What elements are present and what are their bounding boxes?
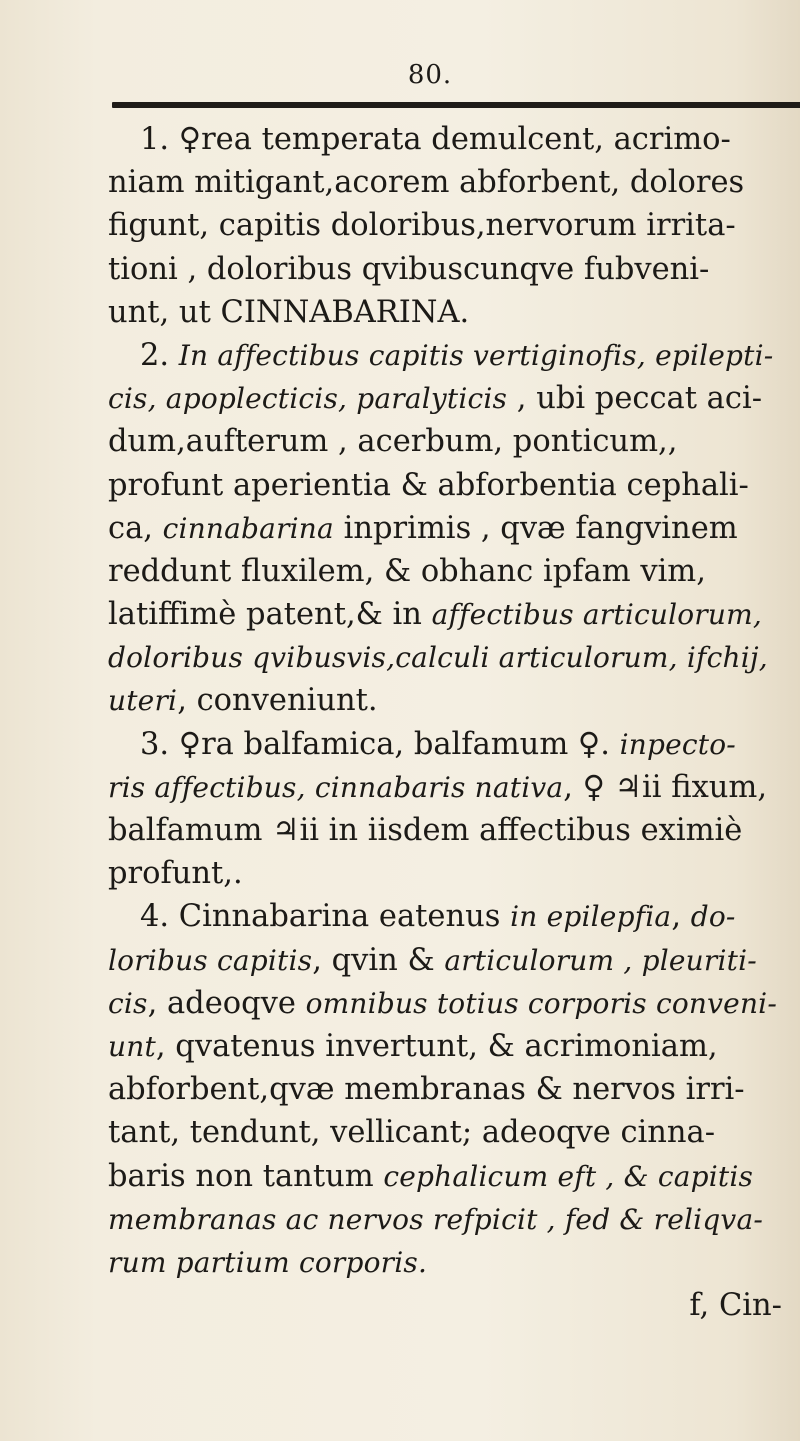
roman-text: balfamum ♃ii in iisdem affectibus eximiè [108,813,743,848]
text-line [108,766,788,809]
roman-text: reddunt fluxilem, & obhanc ipfam vim, [108,553,706,589]
text-line [108,464,788,507]
italic-text: cis [108,986,148,1020]
italic-text: in epilepfia [510,900,672,934]
italic-text: cis, apoplecticis, paralyticis [108,382,508,416]
roman-text: dum,aufterum , acerbum, ponticum,, [108,424,678,460]
text-line [108,1155,788,1198]
header-rule [112,102,800,108]
text-line [108,507,788,550]
text-line [108,679,788,722]
roman-text: 3. ♀ra balfamica, balfamum ♀. [140,726,620,762]
italic-text: unt [108,1029,156,1063]
text-line [108,982,788,1025]
roman-text: profunt,. [108,856,243,892]
text-line [108,334,788,377]
italic-text: doloribus qvibusvis,calculi articulorum, ifchij, [108,641,768,675]
roman-text: , ubi peccat aci- [507,381,763,417]
roman-text: inprimis , qvæ fangvinem [333,510,738,546]
text-line [108,1068,788,1111]
text-line [108,204,788,247]
italic-text: cinnabarina [162,511,334,545]
roman-text: 4. Cinnabarina eatenus [140,899,511,935]
text-line [108,723,788,766]
text-line [108,1111,788,1154]
text-line [108,852,788,895]
text-line [108,895,788,938]
text-line [108,550,788,593]
roman-text: , qvin & [312,942,445,978]
text-line [108,1241,788,1284]
italic-text: inpecto- [619,727,736,761]
italic-text: articulorum , pleuriti- [444,943,757,977]
italic-text: In affectibus capitis vertiginofis, epilepti- [178,338,774,372]
roman-text: tant, tendunt, vellicant; adeoqve cinna- [108,1115,716,1151]
italic-text: ris affectibus, cinnabaris nativa [108,770,564,804]
text-line [108,809,788,852]
text-line [108,118,788,161]
italic-text: do- [690,900,736,934]
text-line [108,248,788,291]
roman-text: , conveniunt. [177,683,378,719]
roman-text: , [671,899,691,935]
roman-text: profunt aperientia & abforbentia cephali- [108,467,749,503]
text-line [108,939,788,982]
text-line [108,1198,788,1241]
roman-text: , qvatenus invertunt, & acrimoniam, [155,1028,718,1064]
italic-text: membranas ac nervos refpicit , fed & reliqva- [108,1202,764,1236]
roman-text: , ♀ ♃ii fixum, [563,769,768,805]
italic-text: loribus capitis [108,943,313,977]
text-line [108,161,788,204]
text-line [108,377,788,420]
text-line [108,291,788,334]
roman-text: ca, [108,510,163,546]
text-line [108,636,788,679]
italic-text: omnibus totius corporis conveni- [305,986,777,1020]
italic-text: cephalicum eft , & capitis [383,1159,754,1193]
text-line [108,420,788,463]
roman-text: tioni , doloribus qvibuscunqve fubveni- [108,251,710,287]
roman-text: unt, ut CINNABARINA. [108,294,470,330]
italic-text: affectibus articulorum, [431,598,762,632]
italic-text: rum partium corporis. [108,1245,428,1279]
roman-text: 2. [140,337,179,373]
roman-text: 1. ♀rea temperata demulcent, acrimo- [140,122,731,157]
roman-text: figunt, capitis doloribus,nervorum irrita- [108,208,736,244]
catchword: f, Cin- [689,1288,782,1324]
roman-text: latiffimè patent,& in [108,597,432,633]
roman-text: abforbent,qvæ membranas & nervos irri- [108,1072,745,1108]
page-number: 80. [407,60,453,90]
roman-text: baris non tantum [108,1158,384,1194]
body-text [108,118,788,1327]
text-line [108,593,788,636]
italic-text: uteri [108,684,178,718]
roman-text: , adeoqve [147,985,306,1021]
text-line [108,1025,788,1068]
roman-text: niam mitigant,acorem abforbent, dolores [108,165,745,201]
